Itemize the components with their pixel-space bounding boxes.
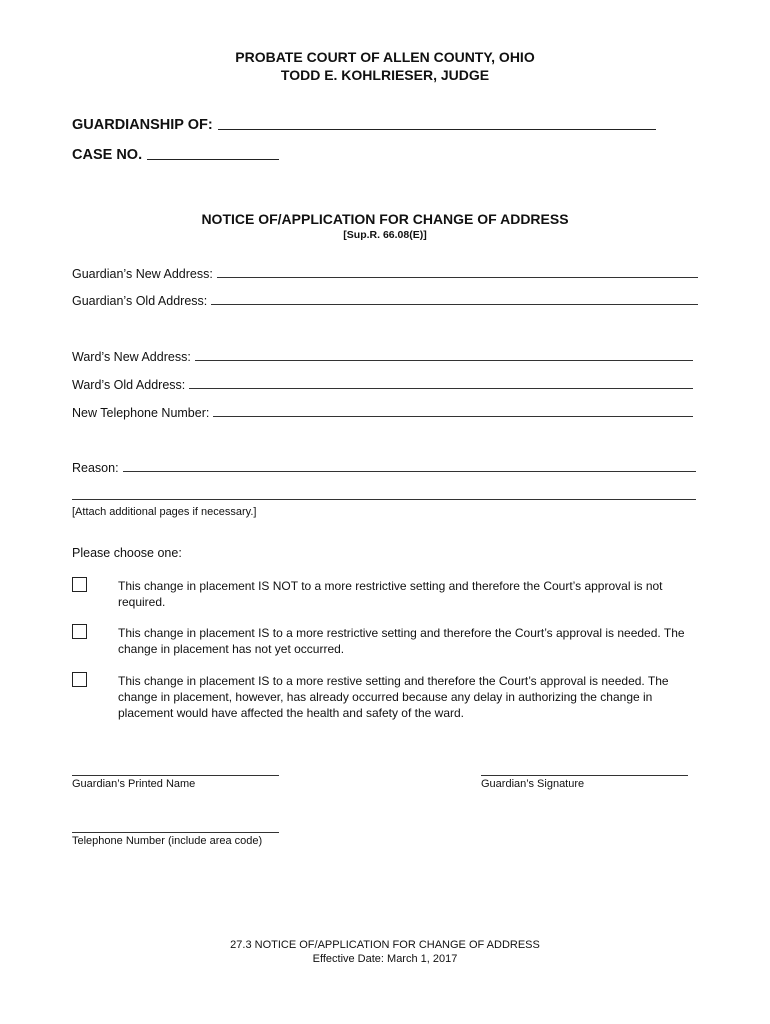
guardian-new-address-label: Guardian’s New Address: bbox=[72, 267, 213, 281]
telephone-label: Telephone Number (include area code) bbox=[72, 835, 263, 847]
option-2-text: This change in placement IS to a more restrictive setting and therefore the Court’s approval is needed. The change in placement has not yet occurred. bbox=[118, 626, 685, 656]
guardianship-of-field[interactable] bbox=[218, 129, 656, 130]
signature-label: Guardian’s Signature bbox=[481, 778, 585, 790]
printed-name-label: Guardian’s Printed Name bbox=[72, 778, 196, 790]
option-1-text: This change in placement IS NOT to a more restrictive setting and therefore the Court’s approval is not required. bbox=[118, 579, 663, 609]
new-telephone-row bbox=[72, 406, 693, 420]
reason-field[interactable] bbox=[123, 471, 696, 472]
notice-title: NOTICE OF/APPLICATION FOR CHANGE OF ADDRESS bbox=[201, 211, 569, 227]
attach-note: [Attach additional pages if necessary.] bbox=[72, 506, 257, 518]
ward-old-address-row bbox=[72, 378, 693, 392]
choose-prompt: Please choose one: bbox=[72, 546, 182, 560]
ward-old-address-field[interactable] bbox=[189, 388, 693, 389]
printed-name-field[interactable] bbox=[72, 775, 279, 776]
reason-label: Reason: bbox=[72, 461, 119, 475]
guardian-old-address-row bbox=[72, 294, 698, 308]
new-telephone-field[interactable] bbox=[213, 416, 693, 417]
reason-row bbox=[72, 461, 696, 475]
case-no-field[interactable] bbox=[147, 159, 279, 160]
new-telephone-label: New Telephone Number: bbox=[72, 406, 210, 420]
footer-effective-date: Effective Date: March 1, 2017 bbox=[312, 953, 458, 965]
option-2-checkbox[interactable] bbox=[72, 624, 87, 639]
ward-new-address-field[interactable] bbox=[195, 360, 693, 361]
option-3-checkbox[interactable] bbox=[72, 672, 87, 687]
guardian-old-address-label: Guardian’s Old Address: bbox=[72, 294, 208, 308]
case-no-label: CASE NO. bbox=[72, 147, 143, 163]
guardian-old-address-field[interactable] bbox=[211, 304, 698, 305]
signature-field[interactable] bbox=[481, 775, 688, 776]
guardianship-of-row bbox=[72, 117, 656, 133]
judge-name: TODD E. KOHLRIESER, JUDGE bbox=[280, 67, 490, 83]
guardian-new-address-row bbox=[72, 267, 698, 281]
ward-new-address-label: Ward’s New Address: bbox=[72, 350, 191, 364]
guardianship-of-label: GUARDIANSHIP OF: bbox=[72, 117, 213, 133]
ward-new-address-row bbox=[72, 350, 693, 364]
case-no-row bbox=[72, 147, 279, 163]
rule-citation: [Sup.R. 66.08(E)] bbox=[343, 229, 427, 241]
reason-field-continued[interactable] bbox=[72, 499, 696, 500]
option-3-text: This change in placement IS to a more restive setting and therefore the Court’s approval is needed. The change in placement, however, has already occurred because any delay in authorizing the change in placement would have affected the health and safety of the ward. bbox=[118, 674, 669, 720]
option-1-checkbox[interactable] bbox=[72, 577, 87, 592]
guardian-new-address-field[interactable] bbox=[217, 277, 698, 278]
footer-form-title: 27.3 NOTICE OF/APPLICATION FOR CHANGE OF ADDRESS bbox=[230, 939, 540, 951]
court-name: PROBATE COURT OF ALLEN COUNTY, OHIO bbox=[235, 49, 535, 65]
ward-old-address-label: Ward’s Old Address: bbox=[72, 378, 186, 392]
telephone-field[interactable] bbox=[72, 832, 279, 833]
